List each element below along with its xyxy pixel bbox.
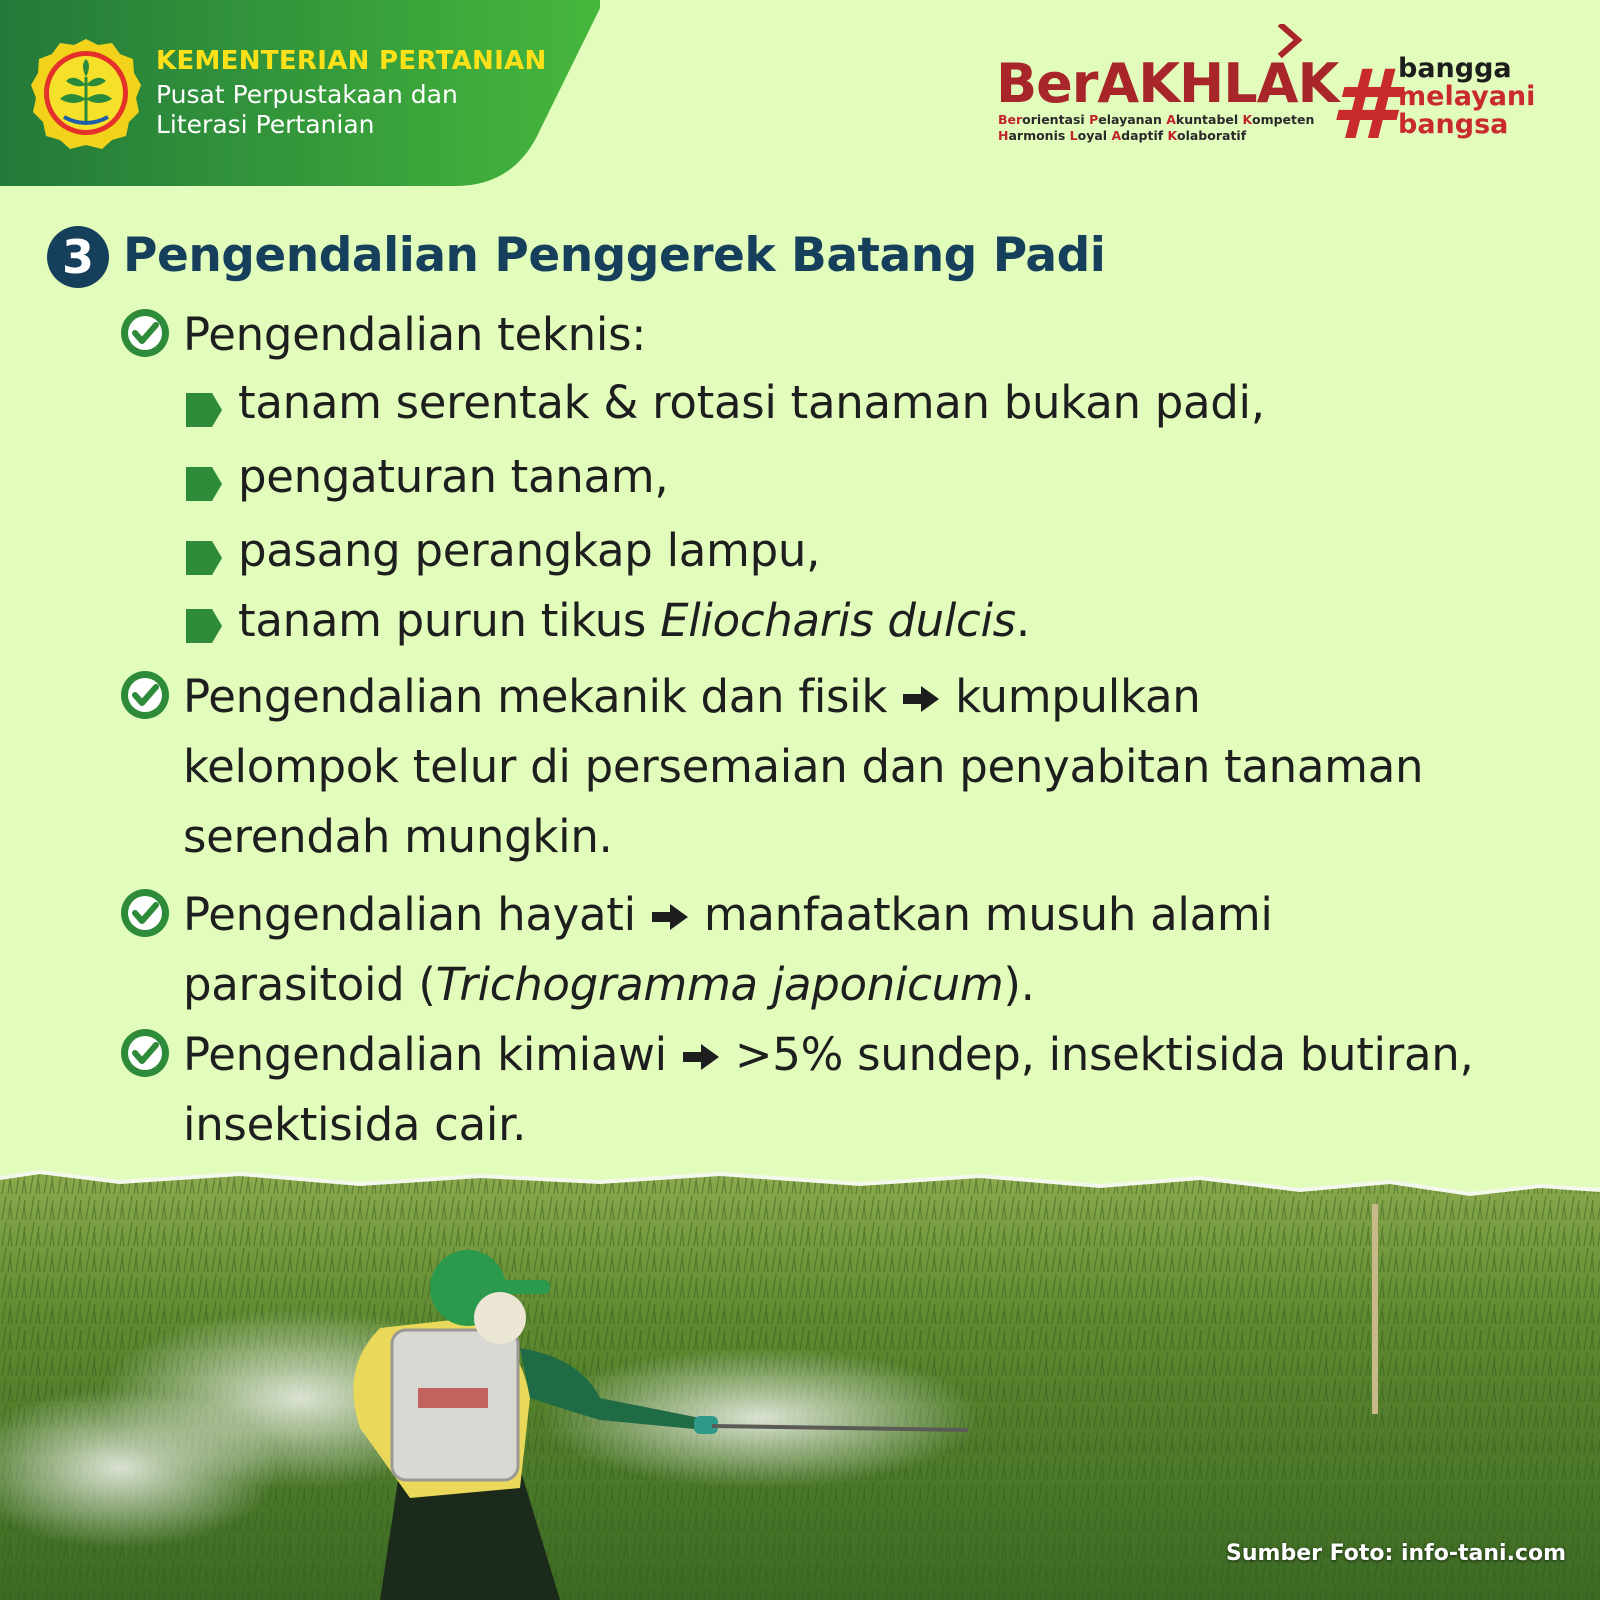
- value-rest: elayanan: [1098, 112, 1167, 127]
- hashtag-text: [1398, 55, 1535, 139]
- value-initial: A: [1111, 128, 1122, 143]
- berakhlak-values-line1: [998, 112, 1314, 128]
- value-initial: K: [1242, 112, 1252, 127]
- species-name: Eliocharis dulcis: [660, 594, 1016, 647]
- kementan-logo-icon: [30, 37, 142, 149]
- item-kimiawi: [183, 1020, 1473, 1090]
- check-circle-icon: [120, 308, 170, 358]
- item-mekanik-lead: Pengendalian mekanik dan fisik: [183, 670, 888, 723]
- item-hayati-line2: [183, 950, 1035, 1020]
- hashtag-bangga-melayani-bangsa: [1330, 49, 1550, 161]
- item-mekanik: [183, 662, 1200, 732]
- hashtag-line2: melayani: [1398, 81, 1536, 112]
- species-name: Trichogramma japonicum: [435, 958, 1004, 1011]
- berakhlak-logo: [996, 24, 1339, 154]
- section-title: Pengendalian Penggerek Batang Padi: [123, 228, 1106, 283]
- item-kimiawi-lead: Pengendalian kimiawi: [183, 1028, 667, 1081]
- item-teknis-label: Pengendalian teknis:: [183, 308, 647, 361]
- org-unit-line2: Literasi Pertanian: [156, 110, 375, 139]
- tag-bullet-icon: [186, 606, 222, 646]
- arrow-right-icon: [681, 1042, 721, 1072]
- arrow-right-icon: [901, 684, 941, 714]
- check-circle-icon: [120, 1028, 170, 1078]
- value-rest: ompeten: [1251, 112, 1315, 127]
- arrow-right-icon: [650, 902, 690, 932]
- value-rest: orientasi: [1022, 112, 1090, 127]
- sub-item-4-suffix: .: [1015, 594, 1030, 647]
- sub-item-3: pasang perangkap lampu,: [238, 524, 821, 577]
- item-mekanik-line2: kelompok telur di persemaian dan penyabitan tanaman: [183, 740, 1424, 793]
- sub-item-2: pengaturan tanam,: [238, 450, 669, 503]
- berakhlak-values-line2: [998, 128, 1314, 144]
- berakhlak-word: BerAKHLAK: [996, 52, 1339, 115]
- org-unit-line1: Pusat Perpustakaan dan: [156, 80, 458, 109]
- value-initial: H: [998, 128, 1009, 143]
- value-rest: olaboratif: [1177, 128, 1247, 143]
- item-hayati-line2-suffix: ).: [1003, 958, 1035, 1011]
- sub-item-4: [238, 594, 1030, 647]
- berakhlak-values: [998, 112, 1314, 144]
- item-hayati: [183, 880, 1273, 950]
- hashtag-symbol: #: [1330, 49, 1397, 161]
- item-hayati-line2-prefix: parasitoid (: [183, 958, 436, 1011]
- tag-bullet-icon: [186, 390, 222, 430]
- item-hayati-lead: Pengendalian hayati: [183, 888, 636, 941]
- sub-item-1: tanam serentak & rotasi tanaman bukan padi,: [238, 376, 1265, 429]
- item-kimiawi-rest: >5% sundep, insektisida butiran,: [734, 1028, 1474, 1081]
- value-initial: L: [1069, 128, 1078, 143]
- farmer-spraying-photo: [0, 1168, 1600, 1600]
- photo-credit: Sumber Foto: info-tani.com: [1226, 1541, 1566, 1566]
- value-initial: P: [1089, 112, 1099, 127]
- org-name: KEMENTERIAN PERTANIAN: [156, 46, 547, 76]
- org-unit: [156, 80, 458, 140]
- item-kimiawi-line2: insektisida cair.: [183, 1098, 527, 1151]
- value-initial: Ber: [998, 112, 1023, 127]
- section-number-badge: 3: [47, 226, 109, 288]
- item-mekanik-rest: kumpulkan: [955, 670, 1201, 723]
- value-initial: K: [1167, 128, 1177, 143]
- check-circle-icon: [120, 888, 170, 938]
- value-initial: A: [1166, 112, 1176, 127]
- hashtag-line3: bangsa: [1398, 109, 1509, 140]
- tag-bullet-icon: [186, 538, 222, 578]
- value-rest: daptif: [1121, 128, 1168, 143]
- value-rest: armonis: [1008, 128, 1070, 143]
- sub-item-4-text: tanam purun tikus: [238, 594, 661, 647]
- tag-bullet-icon: [186, 464, 222, 504]
- value-rest: oyal: [1077, 128, 1112, 143]
- hashtag-line1: bangga: [1398, 53, 1512, 84]
- item-hayati-rest: manfaatkan musuh alami: [703, 888, 1273, 941]
- value-rest: kuntabel: [1175, 112, 1243, 127]
- check-circle-icon: [120, 670, 170, 720]
- item-mekanik-line3: serendah mungkin.: [183, 810, 613, 863]
